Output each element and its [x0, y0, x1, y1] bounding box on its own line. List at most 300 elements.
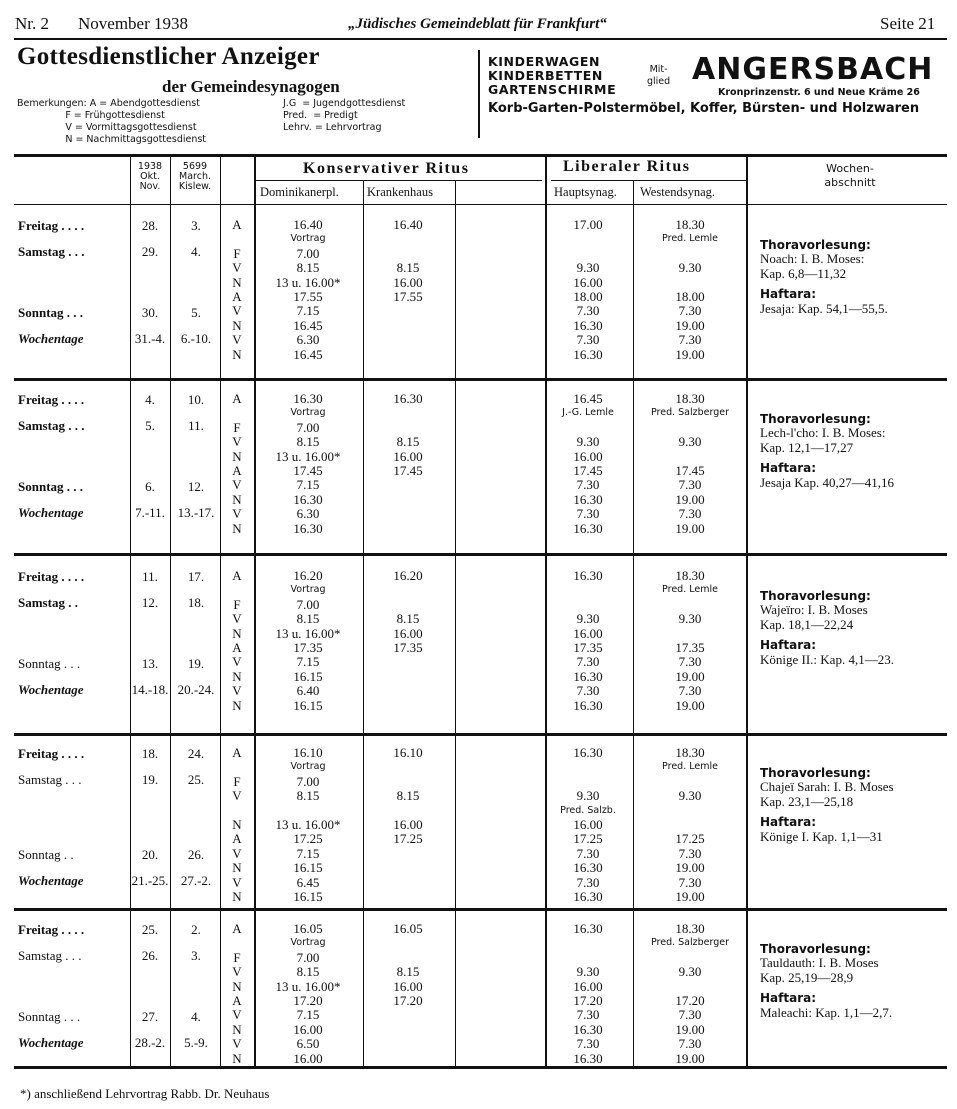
time-cell: 16.15: [293, 697, 323, 713]
dominikanerplatz-times: [276, 218, 341, 362]
time-cell: [393, 348, 422, 362]
time-cell: A: [232, 921, 242, 936]
time-cell: [393, 247, 422, 261]
time-cell: 9.30: [678, 611, 702, 627]
hebrew-date: 4.: [191, 244, 201, 259]
time-cell: [560, 775, 616, 789]
time-cell: [651, 980, 729, 994]
time-cell: 13 u. 16.00*: [275, 274, 341, 290]
time-cell: 16.05: [293, 921, 323, 936]
col-divider: [455, 180, 456, 1066]
time-cell: V: [232, 506, 242, 522]
day-label: Samstag . . .: [18, 772, 82, 787]
page-number: Seite 21: [880, 14, 936, 33]
gregorian-date: 21.-25.: [131, 873, 169, 888]
time-cell: V: [232, 611, 242, 627]
time-cell: [393, 760, 422, 774]
time-cell: [662, 598, 718, 612]
ad-brand: ANGERSBACH: [692, 52, 934, 87]
day-label: Samstag . . .: [18, 244, 85, 259]
time-cell: V: [232, 654, 242, 670]
time-cell: 8.15: [396, 434, 420, 450]
time-cell: 7.30: [678, 654, 702, 670]
time-cell: 18.00: [675, 289, 705, 305]
time-cell: [393, 493, 422, 507]
time-cell: J.-G. Lemle: [562, 407, 614, 419]
time-cell: [276, 804, 341, 818]
time-cell: 17.45: [393, 463, 423, 479]
time-cell: 19.00: [675, 1021, 705, 1037]
torah-portion-notes: [760, 766, 894, 844]
day-label: Wochentage: [18, 505, 84, 520]
hauptsynagoge-times: [573, 218, 602, 362]
notes-heading: Haftara:: [760, 815, 817, 830]
notes-line: Kap. 6,8—11,32: [760, 265, 847, 281]
time-cell: 16.30: [393, 391, 423, 406]
time-cell: 13 u. 16.00*: [275, 448, 341, 464]
time-cell: 7.30: [678, 1036, 702, 1052]
time-cell: 18.30: [675, 921, 705, 936]
week-separator: [14, 378, 947, 381]
time-cell: F: [233, 773, 241, 789]
time-cell: 6.40: [296, 683, 320, 699]
header-dominikanerplatz: Dominikanerpl.: [260, 185, 339, 199]
time-cell: 7.30: [576, 1007, 600, 1023]
time-cell: [393, 951, 422, 965]
header-liberal: Liberaler Ritus: [563, 158, 691, 175]
time-cell: Pred. Salzberger: [650, 937, 730, 949]
day-label: Wochentage: [18, 682, 84, 697]
day-label: Sonntag . . .: [18, 656, 81, 671]
header-rule: [14, 38, 947, 40]
time-cell: [393, 655, 422, 669]
header-konservativ: Konservativer Ritus: [303, 160, 470, 177]
day-label: Samstag . . .: [18, 948, 82, 963]
dominikanerplatz-times: [276, 922, 341, 1066]
time-cell: [393, 1023, 422, 1037]
time-cell: [560, 760, 616, 774]
time-cell: 13 u. 16.00*: [275, 978, 341, 994]
krankenhaus-times: [393, 392, 422, 536]
time-cell: 17.45: [573, 463, 603, 479]
time-cell: 16.30: [573, 520, 603, 536]
gregorian-date: 30.: [141, 305, 159, 320]
time-cell: 7.15: [296, 303, 320, 319]
time-cell: 16.40: [393, 217, 423, 232]
time-cell: Vortrag: [290, 407, 326, 419]
time-cell: 19.00: [675, 889, 705, 905]
time-cell: N: [232, 697, 242, 713]
legend-right: J.G = Jugendgottesdienst Pred. = Predigt Lehrv. = Lehrvortrag: [283, 98, 406, 133]
time-cell: 6.30: [296, 332, 320, 348]
time-cell: A: [232, 993, 242, 1009]
notes-line: Könige I. Kap. 1,1—31: [760, 828, 883, 844]
time-cell: 16.30: [573, 921, 603, 936]
time-cell: [573, 936, 602, 950]
time-cell: 16.30: [293, 391, 323, 406]
time-cell: F: [233, 419, 241, 435]
time-cell: 16.05: [393, 921, 423, 936]
time-cell: Pred. Lemle: [662, 584, 718, 596]
time-cell: 16.30: [293, 491, 323, 507]
time-cell: 7.00: [296, 596, 320, 612]
time-cell: 19.00: [675, 668, 705, 684]
time-cell: 17.25: [293, 831, 323, 847]
time-cell: [393, 775, 422, 789]
header-hauptsynagoge: Hauptsynag.: [554, 185, 617, 199]
time-cell: 7.30: [576, 845, 600, 861]
header-subrule-kons: [256, 180, 542, 181]
time-cell: 17.20: [573, 993, 603, 1009]
col-divider: [545, 156, 547, 1066]
time-cell: A: [232, 745, 242, 760]
time-cell: Pred. Lemle: [662, 761, 718, 773]
hebrew-date: 2.: [191, 922, 201, 937]
day-label: Sonntag . .: [18, 847, 74, 862]
time-cell: [393, 861, 422, 875]
time-cell: 16.15: [293, 668, 323, 684]
time-cell: 7.30: [576, 1036, 600, 1052]
time-cell: 17.35: [393, 640, 423, 656]
day-label: Freitag . . . .: [18, 392, 85, 407]
time-cell: 17.45: [293, 463, 323, 479]
gregorian-date: 18.: [141, 746, 159, 761]
time-cell: 8.15: [296, 788, 320, 804]
time-cell: 16.45: [293, 317, 323, 333]
gregorian-date: 4.: [145, 392, 155, 407]
time-cell: 7.30: [576, 332, 600, 348]
hebrew-date: 3.: [191, 948, 201, 963]
notes-line: Chajeï Sarah: I. B. Moses: [760, 779, 894, 795]
day-label: Wochentage: [18, 1035, 84, 1050]
time-cell: 16.30: [573, 889, 603, 905]
day-label: Samstag . .: [18, 595, 78, 610]
time-cell: [573, 583, 602, 597]
hebrew-date: 18.: [187, 595, 205, 610]
time-cell: N: [232, 978, 242, 994]
time-cell: 7.30: [678, 1007, 702, 1023]
time-cell: [662, 247, 718, 261]
time-cell: 16.30: [573, 491, 603, 507]
time-cell: [651, 951, 729, 965]
time-cell: 7.30: [678, 874, 702, 890]
gregorian-date: 6.: [145, 479, 155, 494]
time-cell: [393, 522, 422, 536]
time-cell: V: [232, 1007, 242, 1023]
time-cell: [662, 775, 718, 789]
notes-line: Lech-l'cho: I. B. Moses:: [760, 425, 886, 441]
time-cell: 16.45: [293, 346, 323, 362]
hebrew-date: 26.: [187, 847, 205, 862]
notes-line: Jesaja Kap. 40,27—41,16: [760, 474, 894, 490]
gregorian-date: 31.-4.: [134, 331, 166, 346]
time-cell: 16.30: [573, 1050, 603, 1066]
time-cell: 7.00: [296, 419, 320, 435]
time-cell: [393, 1008, 422, 1022]
col-divider: [363, 180, 364, 1066]
time-cell: 16.00: [393, 625, 423, 641]
notes-line: Könige II.: Kap. 4,1—23.: [760, 651, 894, 667]
time-cell: 8.15: [396, 611, 420, 627]
torah-portion-notes: [760, 412, 894, 490]
time-cell: 17.45: [675, 463, 705, 479]
notes-line: Tauldauth: I. B. Moses: [760, 955, 879, 971]
time-cell: [662, 804, 718, 818]
gregorian-date: 5.: [145, 418, 155, 433]
time-cell: A: [232, 463, 242, 479]
time-cell: 17.35: [675, 640, 705, 656]
hebrew-date: 17.: [187, 569, 205, 584]
dominikanerplatz-times: [276, 746, 341, 904]
hauptsynagoge-times: [573, 922, 602, 1066]
time-cell: 17.25: [393, 831, 423, 847]
time-cell: 16.30: [573, 860, 603, 876]
gregorian-date: 12.: [141, 595, 159, 610]
gregorian-date: 13.: [141, 656, 159, 671]
time-cell: 8.15: [396, 260, 420, 276]
day-label: Samstag . . .: [18, 418, 85, 433]
issue-date: November 1938: [78, 14, 189, 33]
torah-portion-notes: [760, 589, 894, 667]
time-cell: 16.15: [293, 889, 323, 905]
time-cell: 7.30: [576, 874, 600, 890]
time-cell: 8.15: [296, 434, 320, 450]
header-hebrew-date: 5699 March. Kislew.: [178, 161, 212, 192]
notes-heading: Thoravorlesung:: [760, 589, 871, 603]
service-code-column: [232, 746, 241, 904]
time-cell: 16.00: [393, 817, 423, 833]
hebrew-date: 13.-17.: [177, 505, 215, 520]
time-cell: 7.30: [576, 477, 600, 493]
time-cell: 19.00: [675, 860, 705, 876]
notes-line: Jesaja: Kap. 54,1—55,5.: [760, 300, 888, 316]
time-cell: 17.20: [393, 993, 423, 1009]
time-cell: 18.00: [573, 289, 603, 305]
westendsynagoge-times: [662, 218, 718, 362]
gregorian-date: 20.: [141, 847, 159, 862]
time-cell: A: [232, 568, 242, 583]
time-cell: 17.20: [675, 993, 705, 1009]
gregorian-date: 25.: [141, 922, 159, 937]
time-cell: [393, 583, 422, 597]
time-cell: A: [232, 391, 242, 406]
time-cell: [393, 319, 422, 333]
gregorian-date: 11.: [142, 569, 158, 584]
service-code-column: [232, 392, 241, 536]
time-cell: 9.30: [678, 964, 702, 980]
time-cell: N: [232, 491, 242, 507]
time-cell: N: [232, 448, 242, 464]
time-cell: 8.15: [296, 260, 320, 276]
time-cell: [393, 478, 422, 492]
day-label: Freitag . . . .: [18, 218, 85, 233]
time-cell: 19.00: [675, 346, 705, 362]
hebrew-date: 5.: [191, 305, 201, 320]
time-cell: 18.30: [675, 391, 705, 406]
day-label: Wochentage: [18, 873, 84, 888]
notes-line: Kap. 23,1—25,18: [760, 793, 854, 809]
notes-line: Kap. 12,1—17,27: [760, 439, 854, 455]
col-divider: [254, 156, 256, 1066]
time-cell: 16.15: [293, 860, 323, 876]
time-cell: [573, 232, 602, 246]
hebrew-date: 4.: [191, 1009, 201, 1024]
time-cell: 8.15: [396, 788, 420, 804]
time-cell: 6.45: [296, 874, 320, 890]
time-cell: 19.00: [675, 520, 705, 536]
time-cell: 9.30: [576, 611, 600, 627]
time-cell: V: [232, 964, 242, 980]
time-cell: [393, 936, 422, 950]
time-cell: Vortrag: [290, 937, 326, 949]
header-wochenabschnitt: Wochen- abschnitt: [824, 162, 876, 189]
time-cell: [573, 247, 602, 261]
time-cell: N: [232, 1050, 242, 1066]
ad-address: Kronprinzenstr. 6 und Neue Kräme 26: [718, 87, 920, 98]
notes-heading: Haftara:: [760, 638, 817, 653]
notes-line: Kap. 18,1—22,24: [760, 616, 854, 632]
krankenhaus-times: [393, 746, 422, 904]
westendsynagoge-times: [662, 569, 718, 713]
time-cell: 19.00: [675, 697, 705, 713]
time-cell: V: [232, 260, 242, 276]
gregorian-date: 28.-2.: [134, 1035, 166, 1050]
time-cell: 18.30: [675, 745, 705, 760]
time-cell: 7.15: [296, 654, 320, 670]
time-cell: [662, 276, 718, 290]
notes-line: Wajeïro: I. B. Moses: [760, 602, 868, 618]
time-cell: 16.00: [293, 1050, 323, 1066]
time-cell: 9.30: [678, 260, 702, 276]
col-divider: [633, 180, 634, 1066]
time-cell: Pred. Lemle: [662, 233, 718, 245]
gregorian-date: 14.-18.: [131, 682, 169, 697]
time-cell: F: [233, 245, 241, 261]
time-cell: N: [232, 346, 242, 362]
time-cell: 7.15: [296, 477, 320, 493]
dominikanerplatz-times: [276, 569, 341, 713]
time-cell: 9.30: [576, 964, 600, 980]
time-cell: [393, 406, 422, 420]
time-cell: 16.00: [573, 978, 603, 994]
time-cell: 16.30: [573, 745, 603, 760]
time-cell: [562, 421, 614, 435]
time-cell: 7.30: [678, 845, 702, 861]
time-cell: 7.30: [678, 477, 702, 493]
time-cell: 17.25: [675, 831, 705, 847]
time-cell: 17.00: [573, 217, 603, 232]
hebrew-date: 19.: [187, 656, 205, 671]
time-cell: [662, 627, 718, 641]
time-cell: V: [232, 1036, 242, 1052]
time-cell: 9.30: [678, 788, 702, 804]
notes-line: Maleachi: Kap. 1,1—2,7.: [760, 1004, 893, 1020]
time-cell: [662, 818, 718, 832]
gregorian-date: 28.: [141, 218, 159, 233]
gregorian-date: 7.-11.: [135, 505, 165, 520]
time-cell: 16.45: [573, 391, 603, 406]
time-cell: [393, 876, 422, 890]
time-cell: 17.35: [293, 640, 323, 656]
time-cell: V: [232, 477, 242, 493]
time-cell: 16.30: [293, 520, 323, 536]
time-cell: N: [232, 317, 242, 333]
time-cell: N: [232, 520, 242, 536]
gregorian-date: 27.: [141, 1009, 159, 1024]
time-cell: V: [232, 788, 242, 804]
time-cell: 16.30: [573, 568, 603, 583]
time-cell: A: [232, 217, 242, 232]
time-cell: 18.30: [675, 568, 705, 583]
time-cell: [393, 670, 422, 684]
day-label: Wochentage: [18, 331, 84, 346]
service-code-column: [232, 218, 241, 362]
hebrew-date: 11.: [188, 418, 204, 433]
time-cell: 17.55: [293, 289, 323, 305]
time-cell: 7.30: [576, 683, 600, 699]
hebrew-date: 6.-10.: [180, 331, 212, 346]
westendsynagoge-times: [651, 392, 729, 536]
time-cell: [393, 684, 422, 698]
day-label: Sonntag . . .: [18, 479, 84, 494]
time-cell: 18.30: [675, 217, 705, 232]
time-cell: 16.30: [573, 1021, 603, 1037]
time-cell: 7.00: [296, 949, 320, 965]
hebrew-date: 12.: [187, 479, 205, 494]
notes-heading: Thoravorlesung:: [760, 766, 871, 780]
time-cell: 16.30: [573, 346, 603, 362]
time-cell: A: [232, 640, 242, 656]
time-cell: 7.00: [296, 245, 320, 261]
time-cell: V: [232, 434, 242, 450]
week-separator: [14, 908, 947, 911]
time-cell: [651, 450, 729, 464]
time-cell: V: [232, 303, 242, 319]
time-cell: [232, 804, 241, 818]
time-cell: 9.30: [576, 788, 600, 804]
time-cell: Pred. Salzb.: [560, 804, 616, 816]
time-cell: 16.30: [573, 668, 603, 684]
hebrew-date: 25.: [187, 772, 205, 787]
notes-heading: Thoravorlesung:: [760, 238, 871, 252]
time-cell: N: [232, 889, 242, 905]
notes-line: Noach: I. B. Moses:: [760, 251, 865, 267]
torah-portion-notes: [760, 238, 888, 316]
time-cell: 7.15: [296, 1007, 320, 1023]
time-cell: 16.10: [293, 745, 323, 760]
time-cell: V: [232, 683, 242, 699]
legend-left: Bemerkungen: A = Abendgottesdienst F = Frühgottesdienst V = Vormittagsgottesdienst N = Nachmittagsgottesdienst: [17, 98, 207, 145]
time-cell: N: [232, 668, 242, 684]
page-subtitle: der Gemeindesynagogen: [162, 77, 340, 96]
time-cell: 6.30: [296, 506, 320, 522]
day-label: Freitag . . . .: [18, 922, 85, 937]
time-cell: N: [232, 274, 242, 290]
hauptsynagoge-times: [562, 392, 614, 536]
dominikanerplatz-times: [276, 392, 341, 536]
time-cell: [573, 951, 602, 965]
time-cell: 7.00: [296, 773, 320, 789]
time-cell: 9.30: [576, 260, 600, 276]
ad-tagline: Korb-Garten-Polstermöbel, Koffer, Bürsten- und Holzwaren: [488, 101, 920, 116]
week-separator: [14, 553, 947, 556]
day-label: Freitag . . . .: [18, 569, 85, 584]
time-cell: 9.30: [678, 434, 702, 450]
header-bottom-rule: [14, 204, 947, 205]
time-cell: 19.00: [675, 317, 705, 333]
time-cell: [232, 583, 241, 597]
day-label: Sonntag . . .: [18, 305, 84, 320]
